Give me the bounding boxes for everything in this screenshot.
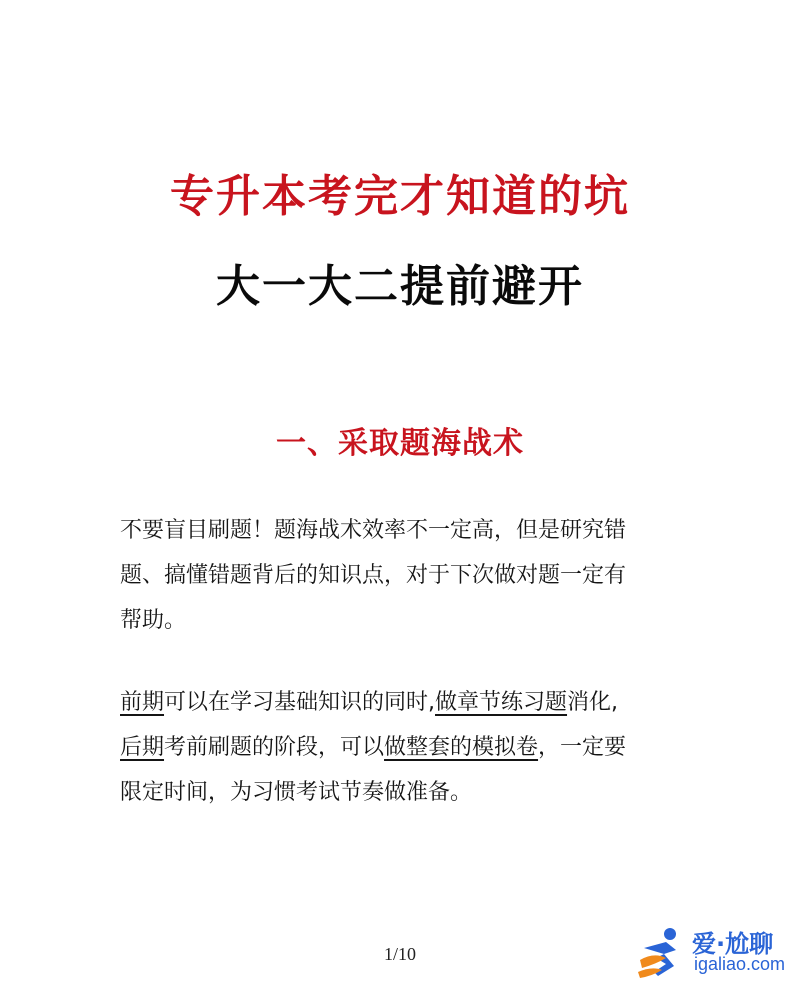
- underlined-phrase: 后期: [120, 735, 165, 760]
- paragraph-2-line-1: [120, 680, 690, 725]
- paragraph-2-line-3: 限定时间，为习惯考试节奏做准备。: [120, 780, 473, 805]
- section-heading: 一、采取题海战术: [276, 426, 524, 461]
- paragraph-1-line-1: 不要盲目刷题！题海战术效率不一定高，但是研究错: [120, 518, 627, 543]
- watermark-url: igaliao.com: [694, 954, 786, 974]
- watermark: [636, 920, 796, 984]
- runner-logo-icon: [636, 924, 692, 980]
- paragraph-text: 可以在学习基础知识的同时,: [164, 690, 436, 715]
- paragraph-2: [120, 680, 690, 815]
- watermark-name: 爱·尬聊: [692, 930, 774, 958]
- underlined-phrase: 前期: [120, 690, 165, 715]
- paragraph-1-line-3: 帮助。: [120, 608, 187, 633]
- paragraph-1-line-2: 题、搞懂错题背后的知识点，对于下次做对题一定有: [120, 563, 627, 588]
- underlined-phrase: 做章节练习题: [435, 690, 568, 715]
- paragraph-1: [120, 508, 690, 643]
- underlined-phrase: 做整套的模拟卷: [384, 735, 539, 760]
- paragraph-text: 消化,: [567, 690, 619, 715]
- paragraph-text: ，一定要: [538, 735, 627, 760]
- title-line-2: 大一大二提前避开: [216, 261, 584, 312]
- page-number: 1/10: [383, 944, 416, 964]
- title-line-1: 专升本考完才知道的坑: [170, 171, 630, 222]
- paragraph-text: 考前刷题的阶段，可以: [164, 735, 385, 760]
- paragraph-2-line-2: [120, 725, 690, 770]
